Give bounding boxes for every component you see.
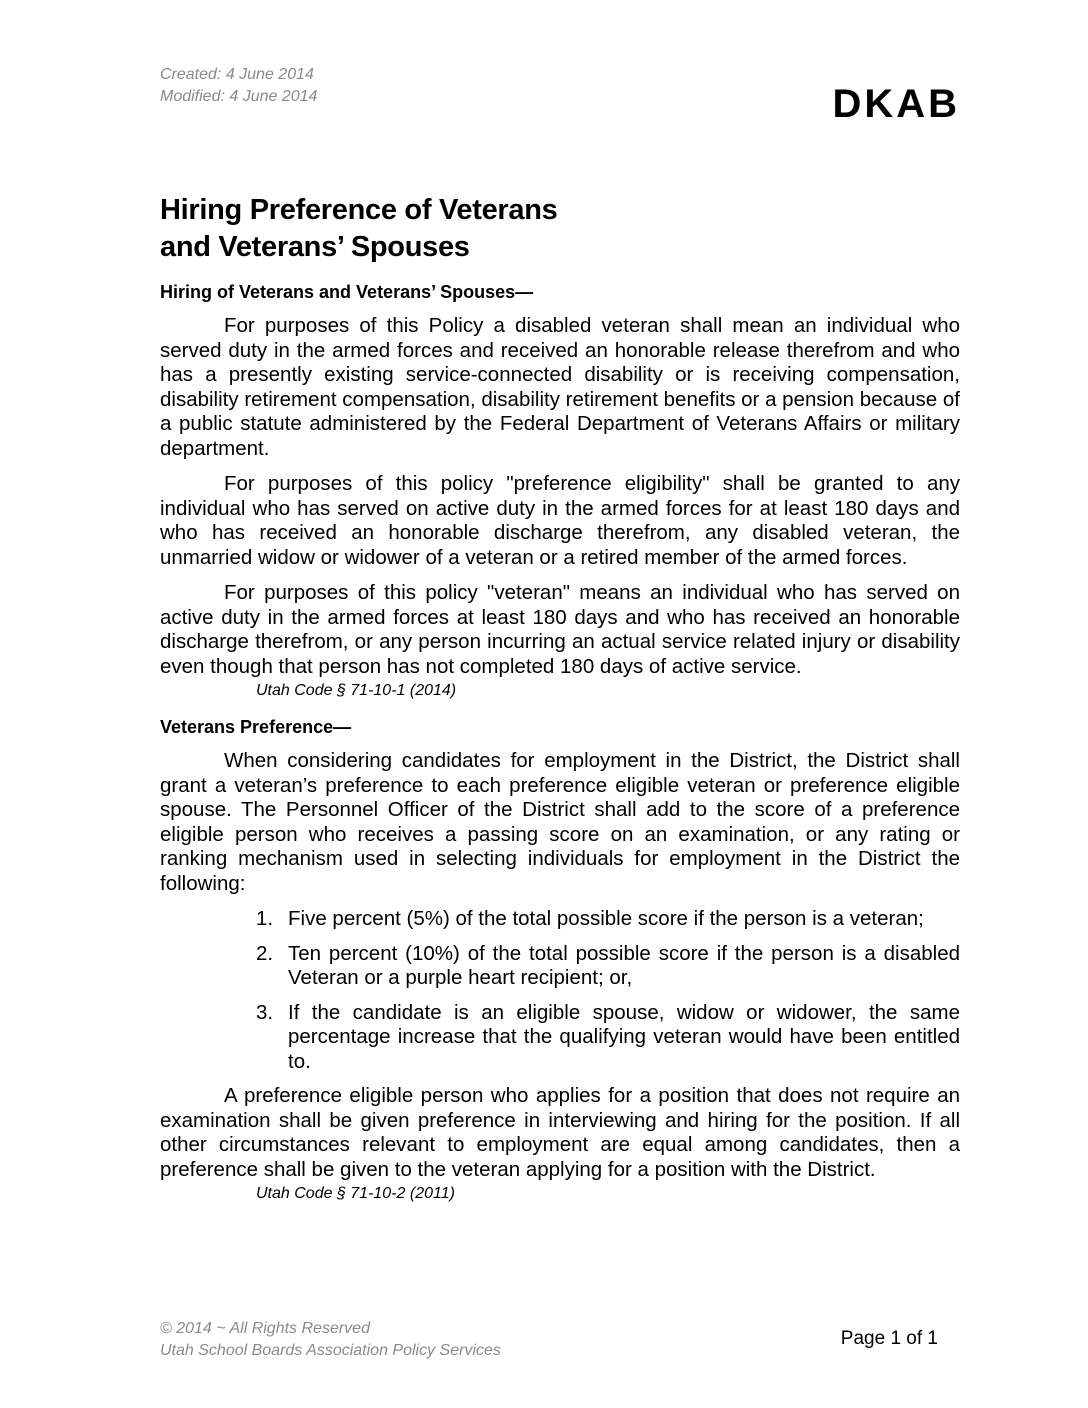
citation-71-10-1: Utah Code § 71-10-1 (2014) (256, 682, 457, 699)
paragraph-preference-eligibility: For purposes of this policy "preference eligibility" shall be granted to any individual who has served on active duty in the armed forces for at least 180 days and who has received an honorable discharge therefrom, any disabled veteran, the unmarried widow or widower of a veteran or a retired member of the armed forces. (160, 472, 960, 569)
list-item (256, 907, 960, 932)
paragraph-closing: A preference eligible person who applies for a position that does not require an examination shall be given preference in interviewing and hiring for the position. If all other circumstances relevant to employment are equal among candidates, then a preference shall be given to the veteran applying for a position with the District. (160, 1084, 960, 1181)
document-dates (160, 64, 317, 108)
created-date: Created: 4 June 2014 (160, 66, 314, 83)
list-item-text: If the candidate is an eligible spouse, widow or widower, the same percentage increase that the qualifying veteran would have been entitled to. (288, 1000, 960, 1073)
page-number: Page 1 of 1 (840, 1328, 938, 1349)
organization-text: Utah School Boards Association Policy Services (160, 1342, 501, 1359)
title-line-2: and Veterans’ Spouses (160, 231, 470, 263)
section-heading-veterans-preference: Veterans Preference— (160, 717, 352, 737)
paragraph-veteran-definition: For purposes of this policy "veteran" means an individual who has served on active duty in the armed forces at least 180 days and who has received an honorable discharge therefrom, or any person incurring an actual service related injury or disability even though that person has not completed 180 days of active service. (160, 581, 960, 678)
paragraph-disabled-veteran: For purposes of this Policy a disabled veteran shall mean an individual who served duty in the armed forces and received an honorable release therefrom and who has a presently existing service-connected disability or is receiving compensation, disability retirement compensation, disability retirement benefits or a pension because of a public statute administered by the Federal Department of Veterans Affairs or military department. (160, 314, 960, 460)
document-body (160, 192, 960, 1216)
paragraph-preference-intro: When considering candidates for employment in the District, the District shall grant a veteran’s preference to each preference eligible veteran or preference eligible spouse. The Personnel Officer of the District shall add to the score of a preference eligible person who receives a passing score on an examination, or any rating or ranking mechanism used in selecting individuals for employment in the District the following: (160, 749, 960, 895)
copyright-text: © 2014 ~ All Rights Reserved (160, 1320, 370, 1337)
list-item-number: 1. (256, 907, 274, 930)
list-item-number: 3. (256, 1000, 274, 1024)
modified-date: Modified: 4 June 2014 (160, 88, 318, 105)
page-title (160, 192, 960, 266)
section-heading-hiring: Hiring of Veterans and Veterans’ Spouses— (160, 282, 534, 302)
footer-credits (160, 1318, 501, 1362)
list-item-text: Five percent (5%) of the total possible score if the person is a veteran; (288, 907, 924, 930)
list-item (256, 942, 960, 991)
citation-71-10-2: Utah Code § 71-10-2 (2011) (256, 1185, 455, 1202)
title-line-1: Hiring Preference of Veterans (160, 194, 558, 226)
list-item (256, 1001, 960, 1075)
preference-list (160, 907, 960, 1074)
list-item-text: Ten percent (10%) of the total possible score if the person is a disabled Veteran or a purple heart recipient; or, (288, 941, 960, 989)
list-item-number: 2. (256, 941, 274, 965)
policy-code: DKAB (832, 82, 960, 126)
